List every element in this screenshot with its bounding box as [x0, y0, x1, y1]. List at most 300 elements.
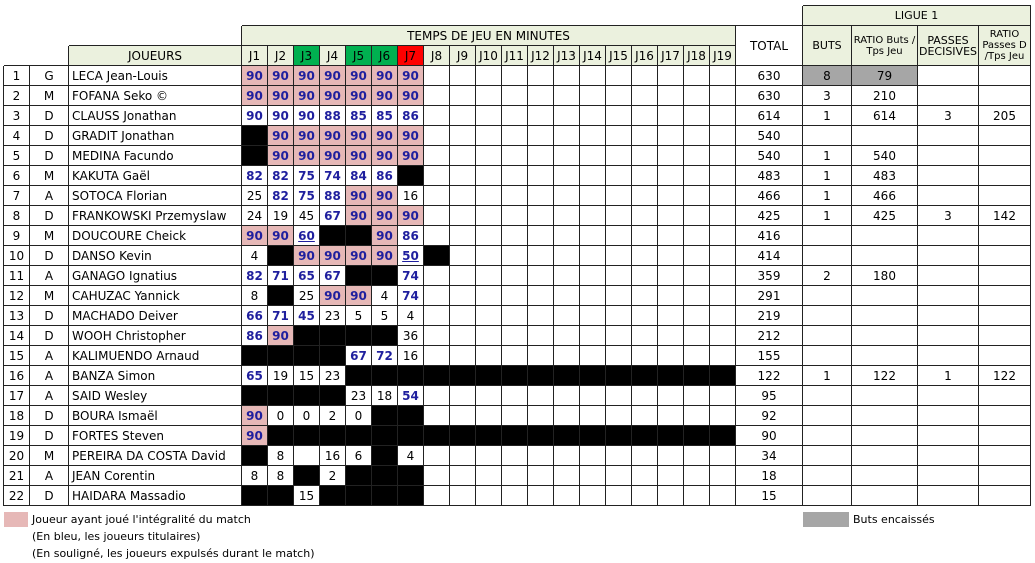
match-minutes	[294, 446, 320, 466]
match-minutes: 23	[320, 366, 346, 386]
player-position: A	[30, 386, 69, 406]
player-name: FOFANA Seko ©	[69, 86, 242, 106]
match-minutes	[606, 126, 632, 146]
player-position: D	[30, 326, 69, 346]
grid-line	[803, 5, 1031, 6]
grid-line	[242, 25, 803, 26]
match-header-j2: J2	[268, 46, 294, 66]
match-minutes	[424, 246, 450, 266]
match-minutes: 90	[268, 326, 294, 346]
match-minutes	[554, 146, 580, 166]
match-minutes	[554, 126, 580, 146]
match-minutes	[398, 426, 424, 446]
total-header: TOTAL	[736, 26, 803, 66]
match-minutes	[450, 226, 476, 246]
match-minutes	[476, 186, 502, 206]
match-minutes	[398, 166, 424, 186]
match-minutes: 90	[268, 66, 294, 86]
match-minutes	[424, 286, 450, 306]
match-minutes	[424, 326, 450, 346]
goals: 3	[803, 86, 852, 106]
match-minutes	[710, 346, 736, 366]
match-minutes: 86	[242, 326, 268, 346]
match-minutes: 90	[268, 126, 294, 146]
match-minutes	[710, 226, 736, 246]
match-minutes: 90	[242, 426, 268, 446]
match-minutes	[658, 326, 684, 346]
goals: 1	[803, 146, 852, 166]
match-minutes	[424, 106, 450, 126]
player-number: 21	[4, 466, 30, 486]
match-minutes	[450, 266, 476, 286]
player-position: M	[30, 226, 69, 246]
match-minutes	[424, 446, 450, 466]
match-minutes	[424, 346, 450, 366]
match-minutes	[450, 306, 476, 326]
match-minutes: 75	[294, 186, 320, 206]
total-minutes: 416	[736, 226, 803, 246]
match-minutes	[580, 386, 606, 406]
full-match-swatch	[4, 512, 28, 527]
match-minutes	[632, 446, 658, 466]
match-minutes	[684, 346, 710, 366]
match-minutes	[294, 466, 320, 486]
total-minutes: 90	[736, 426, 803, 446]
goals: 2	[803, 266, 852, 286]
ratio-assists-header: RATIO Passes D /Tps Jeu	[979, 26, 1031, 66]
match-minutes: 8	[242, 466, 268, 486]
match-minutes	[450, 106, 476, 126]
player-number: 16	[4, 366, 30, 386]
match-minutes	[528, 486, 554, 506]
assists	[918, 266, 979, 286]
match-minutes: 0	[346, 406, 372, 426]
match-minutes	[528, 446, 554, 466]
match-minutes	[528, 246, 554, 266]
total-minutes: 483	[736, 166, 803, 186]
match-minutes: 19	[268, 366, 294, 386]
match-minutes	[528, 206, 554, 226]
goals	[803, 326, 852, 346]
assists	[918, 86, 979, 106]
match-minutes	[528, 306, 554, 326]
player-position: M	[30, 86, 69, 106]
assists-ratio	[979, 286, 1031, 306]
match-minutes	[528, 126, 554, 146]
match-minutes	[606, 106, 632, 126]
match-minutes	[710, 266, 736, 286]
match-minutes: 60	[294, 226, 320, 246]
total-minutes: 15	[736, 486, 803, 506]
match-minutes	[450, 286, 476, 306]
player-position: D	[30, 306, 69, 326]
match-minutes	[346, 226, 372, 246]
match-minutes	[632, 266, 658, 286]
player-name: KALIMUENDO Arnaud	[69, 346, 242, 366]
match-minutes: 86	[398, 226, 424, 246]
match-minutes: 0	[268, 406, 294, 426]
match-minutes	[476, 66, 502, 86]
player-number: 1	[4, 66, 30, 86]
match-minutes	[476, 86, 502, 106]
match-minutes	[606, 206, 632, 226]
match-minutes: 65	[294, 266, 320, 286]
match-minutes	[502, 146, 528, 166]
match-minutes	[372, 446, 398, 466]
match-minutes: 82	[242, 166, 268, 186]
match-minutes: 8	[242, 286, 268, 306]
match-minutes	[450, 326, 476, 346]
match-minutes	[606, 286, 632, 306]
match-minutes	[710, 186, 736, 206]
match-minutes	[502, 166, 528, 186]
player-number: 14	[4, 326, 30, 346]
match-minutes	[658, 346, 684, 366]
match-minutes	[450, 406, 476, 426]
match-minutes	[554, 286, 580, 306]
player-name: MEDINA Facundo	[69, 146, 242, 166]
assists-ratio: 142	[979, 206, 1031, 226]
match-minutes: 90	[372, 206, 398, 226]
match-minutes: 16	[320, 446, 346, 466]
match-minutes	[606, 266, 632, 286]
player-position: D	[30, 426, 69, 446]
match-minutes	[554, 386, 580, 406]
player-position: D	[30, 246, 69, 266]
match-minutes	[658, 186, 684, 206]
match-minutes: 90	[372, 126, 398, 146]
match-minutes	[424, 146, 450, 166]
match-minutes	[554, 66, 580, 86]
match-minutes	[424, 426, 450, 446]
match-minutes	[658, 306, 684, 326]
match-minutes	[450, 386, 476, 406]
match-minutes	[268, 426, 294, 446]
match-minutes	[424, 486, 450, 506]
match-minutes: 4	[398, 446, 424, 466]
match-minutes	[658, 486, 684, 506]
match-minutes	[658, 206, 684, 226]
match-minutes	[710, 106, 736, 126]
match-minutes	[606, 226, 632, 246]
match-minutes: 86	[398, 106, 424, 126]
match-minutes: 90	[242, 66, 268, 86]
match-minutes	[710, 366, 736, 386]
match-minutes	[580, 306, 606, 326]
match-minutes	[502, 106, 528, 126]
total-minutes: 614	[736, 106, 803, 126]
match-minutes	[424, 206, 450, 226]
match-minutes	[632, 206, 658, 226]
match-minutes: 90	[346, 246, 372, 266]
match-minutes: 90	[372, 226, 398, 246]
match-minutes	[710, 66, 736, 86]
match-minutes	[684, 206, 710, 226]
match-header-j6: J6	[372, 46, 398, 66]
goals-ratio	[852, 346, 918, 366]
total-minutes: 540	[736, 146, 803, 166]
player-name: SOTOCA Florian	[69, 186, 242, 206]
assists-header: PASSES DECISIVES	[918, 26, 979, 66]
player-position: A	[30, 266, 69, 286]
goals	[803, 486, 852, 506]
player-name: SAID Wesley	[69, 386, 242, 406]
match-minutes	[632, 186, 658, 206]
match-minutes: 4	[372, 286, 398, 306]
match-minutes	[632, 146, 658, 166]
match-minutes: 90	[294, 146, 320, 166]
match-minutes: 90	[346, 86, 372, 106]
match-minutes	[580, 366, 606, 386]
match-minutes	[684, 246, 710, 266]
match-minutes	[242, 146, 268, 166]
total-minutes: 122	[736, 366, 803, 386]
match-minutes	[320, 426, 346, 446]
match-minutes	[476, 246, 502, 266]
assists-ratio	[979, 226, 1031, 246]
assists-ratio	[979, 186, 1031, 206]
match-minutes	[450, 426, 476, 446]
match-minutes	[528, 386, 554, 406]
match-minutes	[476, 406, 502, 426]
match-minutes: 90	[268, 106, 294, 126]
player-position: M	[30, 446, 69, 466]
legend-goals-conceded: Buts encaissés	[853, 513, 935, 526]
assists: 3	[918, 106, 979, 126]
match-minutes	[580, 126, 606, 146]
match-minutes	[554, 326, 580, 346]
match-minutes	[450, 86, 476, 106]
match-minutes	[372, 266, 398, 286]
goals: 8	[803, 66, 852, 86]
goals-conceded-swatch	[803, 512, 849, 527]
match-minutes	[580, 326, 606, 346]
assists	[918, 426, 979, 446]
match-minutes: 82	[268, 186, 294, 206]
assists-ratio	[979, 126, 1031, 146]
match-minutes: 90	[242, 106, 268, 126]
total-minutes: 540	[736, 126, 803, 146]
match-minutes: 90	[242, 86, 268, 106]
match-minutes	[502, 486, 528, 506]
match-minutes: 90	[372, 146, 398, 166]
assists-ratio	[979, 306, 1031, 326]
total-minutes: 92	[736, 406, 803, 426]
match-minutes	[710, 286, 736, 306]
goals-ratio	[852, 226, 918, 246]
match-minutes	[554, 466, 580, 486]
assists-ratio: 122	[979, 366, 1031, 386]
goals-ratio	[852, 126, 918, 146]
player-number: 10	[4, 246, 30, 266]
match-minutes	[606, 466, 632, 486]
match-minutes	[658, 386, 684, 406]
player-number: 4	[4, 126, 30, 146]
match-minutes	[606, 446, 632, 466]
match-minutes	[424, 406, 450, 426]
goals-ratio: 210	[852, 86, 918, 106]
match-minutes	[346, 266, 372, 286]
match-minutes: 25	[294, 286, 320, 306]
match-minutes: 90	[346, 126, 372, 146]
goals-ratio	[852, 326, 918, 346]
match-minutes: 90	[294, 106, 320, 126]
match-minutes	[502, 426, 528, 446]
match-minutes	[268, 486, 294, 506]
match-minutes: 5	[372, 306, 398, 326]
player-number: 6	[4, 166, 30, 186]
match-minutes: 2	[320, 466, 346, 486]
match-minutes	[684, 66, 710, 86]
match-minutes: 90	[398, 86, 424, 106]
goals-ratio	[852, 306, 918, 326]
legend-full-match: Joueur ayant joué l'intégralité du match	[32, 513, 251, 526]
goals	[803, 426, 852, 446]
player-position: D	[30, 106, 69, 126]
match-minutes	[684, 446, 710, 466]
total-minutes: 359	[736, 266, 803, 286]
match-minutes	[632, 286, 658, 306]
match-minutes	[632, 86, 658, 106]
player-name: GANAGO Ignatius	[69, 266, 242, 286]
match-minutes	[684, 486, 710, 506]
match-minutes: 90	[294, 66, 320, 86]
legend-starters: (En bleu, les joueurs titulaires)	[32, 530, 201, 543]
match-minutes	[528, 66, 554, 86]
goals	[803, 126, 852, 146]
assists: 3	[918, 206, 979, 226]
match-minutes: 90	[398, 146, 424, 166]
match-minutes	[450, 446, 476, 466]
match-minutes: 54	[398, 386, 424, 406]
match-minutes	[606, 346, 632, 366]
match-minutes	[450, 366, 476, 386]
match-minutes: 67	[320, 206, 346, 226]
match-minutes	[710, 86, 736, 106]
match-header-j17: J17	[658, 46, 684, 66]
match-minutes	[528, 226, 554, 246]
match-minutes	[476, 206, 502, 226]
total-minutes: 630	[736, 86, 803, 106]
match-minutes	[606, 186, 632, 206]
assists	[918, 186, 979, 206]
match-minutes	[476, 306, 502, 326]
match-minutes	[398, 466, 424, 486]
assists-ratio	[979, 86, 1031, 106]
match-minutes: 74	[398, 286, 424, 306]
goals-ratio	[852, 246, 918, 266]
goals-header: BUTS	[803, 26, 852, 66]
assists-ratio	[979, 406, 1031, 426]
match-minutes	[580, 106, 606, 126]
match-minutes: 8	[268, 466, 294, 486]
match-minutes	[710, 246, 736, 266]
match-minutes: 23	[320, 306, 346, 326]
match-minutes: 45	[294, 306, 320, 326]
player-position: A	[30, 466, 69, 486]
goals-ratio: 122	[852, 366, 918, 386]
match-header-j19: J19	[710, 46, 736, 66]
player-number: 22	[4, 486, 30, 506]
match-minutes	[476, 386, 502, 406]
match-minutes: 90	[372, 66, 398, 86]
match-minutes: 75	[294, 166, 320, 186]
assists-ratio	[979, 266, 1031, 286]
match-minutes: 65	[242, 366, 268, 386]
match-minutes	[450, 186, 476, 206]
match-minutes	[684, 106, 710, 126]
goals-ratio: 614	[852, 106, 918, 126]
goals-ratio	[852, 286, 918, 306]
match-minutes	[580, 66, 606, 86]
player-name: BOURA Ismaël	[69, 406, 242, 426]
match-minutes: 74	[320, 166, 346, 186]
match-minutes	[502, 466, 528, 486]
match-header-j12: J12	[528, 46, 554, 66]
assists	[918, 386, 979, 406]
goals	[803, 306, 852, 326]
match-minutes	[502, 326, 528, 346]
match-minutes	[606, 66, 632, 86]
match-minutes	[502, 386, 528, 406]
match-minutes: 6	[346, 446, 372, 466]
match-minutes	[450, 126, 476, 146]
match-minutes	[346, 486, 372, 506]
match-minutes: 71	[268, 306, 294, 326]
match-minutes: 85	[372, 106, 398, 126]
match-minutes	[476, 146, 502, 166]
match-minutes: 90	[268, 146, 294, 166]
match-minutes: 23	[346, 386, 372, 406]
player-name: HAIDARA Massadio	[69, 486, 242, 506]
total-minutes: 212	[736, 326, 803, 346]
assists: 1	[918, 366, 979, 386]
match-minutes	[710, 386, 736, 406]
match-minutes	[580, 266, 606, 286]
player-number: 9	[4, 226, 30, 246]
match-minutes	[606, 246, 632, 266]
match-minutes	[632, 466, 658, 486]
match-minutes	[502, 366, 528, 386]
match-minutes	[710, 306, 736, 326]
match-minutes	[554, 446, 580, 466]
goals-ratio: 483	[852, 166, 918, 186]
match-minutes	[450, 246, 476, 266]
match-minutes	[632, 306, 658, 326]
match-header-j18: J18	[684, 46, 710, 66]
match-minutes	[658, 426, 684, 446]
match-minutes: 24	[242, 206, 268, 226]
grid-line	[68, 46, 69, 66]
match-minutes	[450, 346, 476, 366]
total-minutes: 18	[736, 466, 803, 486]
match-minutes: 67	[320, 266, 346, 286]
match-minutes	[424, 306, 450, 326]
match-minutes	[632, 426, 658, 446]
match-minutes	[320, 326, 346, 346]
match-minutes: 90	[242, 226, 268, 246]
match-minutes: 86	[372, 166, 398, 186]
player-position: A	[30, 186, 69, 206]
assists-ratio	[979, 66, 1031, 86]
match-minutes	[632, 246, 658, 266]
player-position: D	[30, 126, 69, 146]
match-minutes	[710, 166, 736, 186]
player-position: D	[30, 486, 69, 506]
match-minutes	[632, 406, 658, 426]
match-minutes	[684, 126, 710, 146]
match-minutes: 8	[268, 446, 294, 466]
